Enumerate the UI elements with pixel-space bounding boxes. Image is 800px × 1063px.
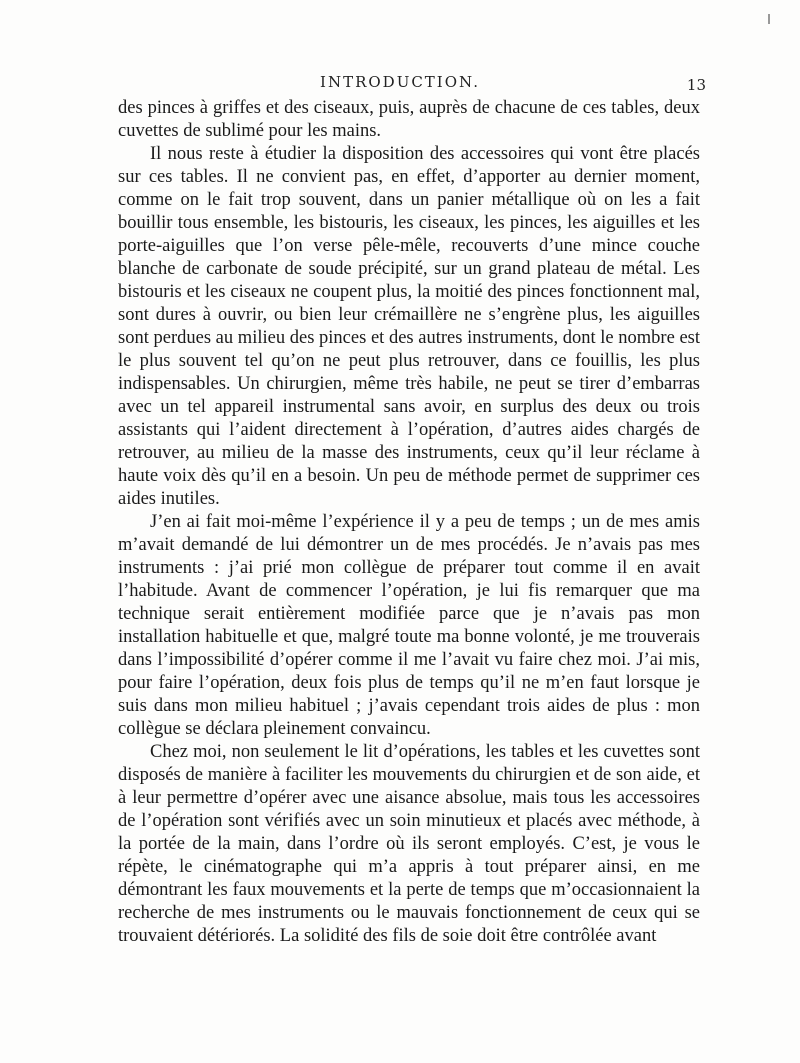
paragraph-continuation: des pinces à griffes et des ciseaux, puis, auprès de chacune de ces tables, deux cuvettes de sublimé pour les mains.: [118, 98, 700, 141]
page-number: 13: [686, 76, 706, 94]
scan-mark: [768, 14, 770, 24]
paragraph-experience: J’en ai fait moi-même l’expérience il y a peu de temps ; un de mes amis m’avait demandé de lui démontrer un de mes procédés. Je n’avais pas mes instruments : j’ai prié mon collègue de préparer tout comme il en avait l’habitude. Avant de commencer l’opération, je lui fis remarquer que ma technique serait entièrement modifiée parce que je n’avais pas mon installation habituelle et que, malgré toute ma bonne volonté, je me trouverais dans l’impossibilité d’opérer comme il me l’avait vu faire chez moi. J’ai mis, pour faire l’opération, deux fois plus de temps qu’il ne m’en faut lorsque je suis dans mon milieu habituel ; j’avais cependant trois aides de plus : mon collègue se déclara pleinement convaincu.: [118, 512, 700, 739]
paragraph-accessories: Il nous reste à étudier la disposition des accessoires qui vont être placés sur ces tables. Il ne convient pas, en effet, d’apporter au dernier moment, comme on le fait trop souvent, dans un panier métallique où on les a fait bouillir tous ensemble, les bistouris, les ciseaux, les pinces, les aiguilles et les porte-aiguilles que l’on verse pêle-mêle, recouverts d’une mince couche blanche de carbonate de soude précipité, sur un grand plateau de métal. Les bistouris et les ciseaux ne coupent plus, la moitié des pinces fonctionnent mal, sont dures à ouvrir, ou bien leur crémaillère ne s’engrène plus, les aiguilles sont perdues au milieu des pinces et des autres instruments, dont le nombre est le plus souvent tel qu’on ne peut plus retrouver, dans ce fouillis, les plus indispensables. Un chirurgien, même très habile, ne peut se tirer d’embarras avec un tel appareil instrumental sans avoir, en surplus des deux ou trois assistants qui l’aident directement à l’opération, d’autres aides chargés de retrouver, au milieu de la masse des instruments, ceux qu’il leur réclame à haute voix dès qu’il en a besoin. Un peu de méthode permet de supprimer ces aides inutiles.: [118, 144, 700, 509]
running-header-title: INTRODUCTION.: [320, 73, 480, 91]
body-text: [118, 97, 700, 948]
paragraph-method: Chez moi, non seulement le lit d’opérations, les tables et les cuvettes sont disposés de manière à faciliter les mouvements du chirurgien et de son aide, et à leur permettre d’opérer avec une aisance absolue, mais tous les accessoires de l’opération sont vérifiés avec un soin minutieux et placés avec méthode, à la portée de la main, dans l’ordre où ils seront employés. C’est, je vous le répète, le cinématographe qui m’a appris à tout préparer ainsi, en me démontrant les faux mouvements et la perte de temps que m’occasionnaient la recherche de mes instruments ou le mauvais fonctionnement de ceux qui se trouvaient détériorés. La solidité des fils de soie doit être contrôlée avant: [118, 742, 700, 946]
